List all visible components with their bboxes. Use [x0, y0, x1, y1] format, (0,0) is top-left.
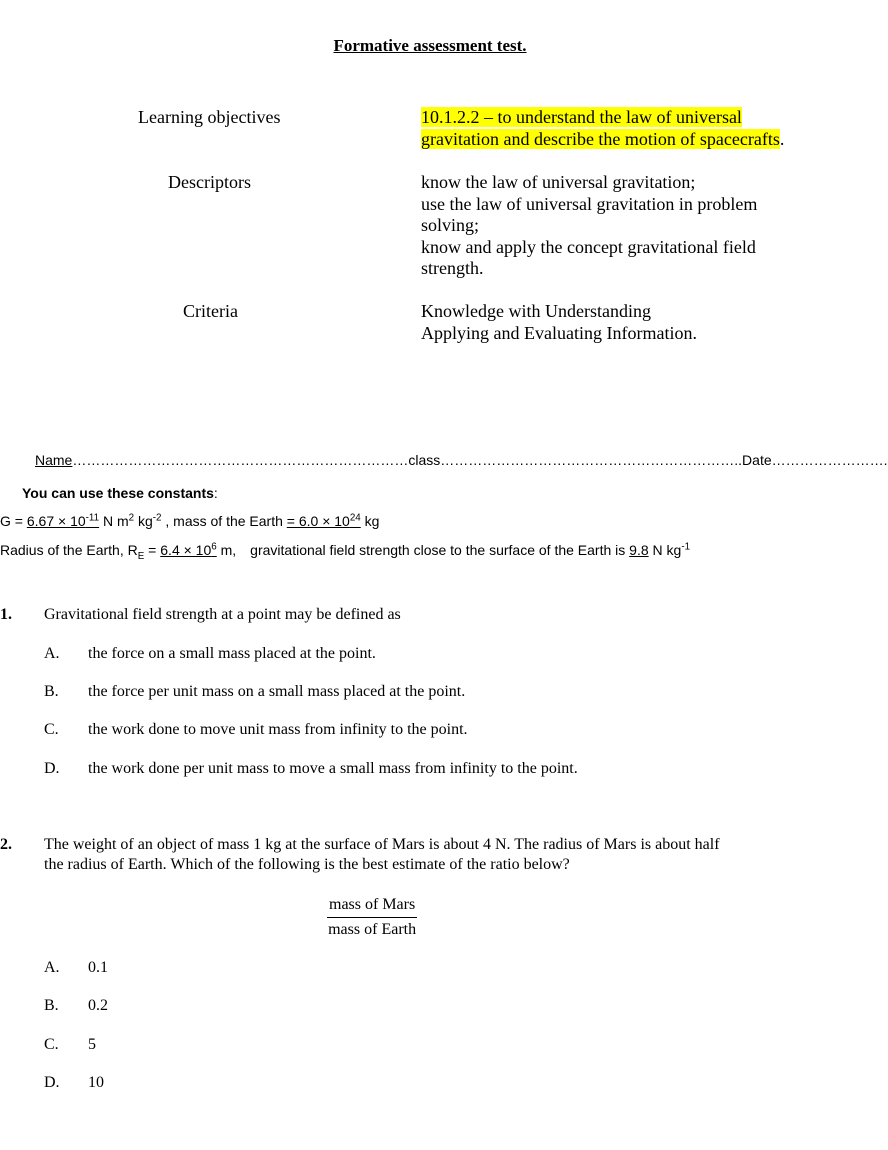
question-2-option-c[interactable]: 5 — [88, 1036, 96, 1053]
radius-mantissa: 6.4 × 10 — [160, 542, 212, 558]
question-2-option-d[interactable]: 10 — [88, 1074, 104, 1091]
descriptor-line: use the law of universal gravitation in problem — [421, 193, 758, 214]
question-1-option-c[interactable]: the work done to move unit mass from infinity to the point. — [88, 721, 468, 738]
gfs-exp: -1 — [681, 541, 691, 553]
g-separator: , mass of the Earth — [161, 513, 287, 529]
descriptor-line: know and apply the concept gravitational field — [421, 236, 756, 257]
question-1-option-d[interactable]: the work done per unit mass to move a small mass from infinity to the point. — [88, 760, 578, 777]
earth-mass-exp: 24 — [349, 512, 361, 524]
descriptors-label: Descriptors — [168, 172, 251, 192]
question-2-option-b[interactable]: 0.2 — [88, 997, 108, 1014]
learning-objective-line-1: 10.1.2.2 – to understand the law of universal — [421, 107, 742, 127]
descriptor-line: know the law of universal gravitation; — [421, 172, 696, 192]
class-field[interactable]: ……………………………………………………….. — [440, 452, 743, 468]
option-letter: A. — [44, 645, 60, 662]
gfs-value: 9.8 — [629, 542, 649, 558]
ratio-fraction — [327, 896, 417, 939]
question-1-number: 1. — [0, 606, 12, 623]
constants-line-1 — [0, 513, 379, 529]
constants-heading — [22, 485, 218, 501]
earth-mass-value — [287, 513, 361, 529]
option-letter: D. — [44, 760, 60, 777]
question-2-number: 2. — [0, 836, 12, 853]
criteria-label: Criteria — [183, 301, 238, 321]
earth-mass-mantissa: = 6.0 × 10 — [286, 513, 350, 529]
option-letter: C. — [44, 721, 59, 738]
g-unit-2: kg — [134, 513, 153, 529]
constants-line-2 — [0, 541, 691, 562]
question-1-option-b[interactable]: the force per unit mass on a small mass placed at the point. — [88, 683, 466, 700]
question-1-option-a[interactable]: the force on a small mass placed at the point. — [88, 645, 376, 662]
g-unit-1: N m — [99, 513, 129, 529]
radius-unit: m, — [216, 542, 237, 558]
radius-equals: = — [144, 542, 161, 558]
g-value — [27, 513, 99, 529]
learning-objectives-label: Learning objectives — [138, 107, 281, 127]
option-letter: A. — [44, 959, 60, 976]
g-mantissa: 6.67 × 10 — [26, 513, 86, 529]
question-2-text-line-2: the radius of Earth. Which of the following is the best estimate of the ratio below? — [44, 856, 570, 873]
radius-prefix: Radius of the Earth, R — [0, 542, 138, 558]
descriptors-list — [421, 172, 757, 280]
earth-mass-unit: kg — [360, 513, 380, 529]
descriptor-line: solving; — [421, 215, 480, 235]
student-info-line — [35, 452, 888, 468]
learning-objective-line-2: gravitation and describe the motion of spacecrafts — [421, 128, 780, 149]
learning-objectives-value — [421, 107, 784, 150]
class-label: class — [408, 452, 441, 468]
radius-value — [160, 542, 216, 558]
learning-objective-period: . — [779, 128, 785, 149]
descriptor-line: strength. — [421, 258, 484, 278]
radius-exp: 6 — [211, 541, 217, 553]
gfs-unit: N kg — [648, 542, 682, 558]
criteria-line: Knowledge with Understanding — [421, 301, 651, 321]
option-letter: D. — [44, 1074, 60, 1091]
g-unit-2-exp: -2 — [152, 512, 162, 524]
criteria-list — [421, 301, 697, 344]
question-1-text: Gravitational field strength at a point may be defined as — [44, 606, 401, 623]
constants-heading-colon: : — [213, 485, 218, 501]
gfs-text: gravitational field strength close to the surface of the Earth is — [250, 542, 630, 558]
fraction-denominator: mass of Earth — [328, 921, 417, 938]
question-2-text-line-1: The weight of an object of mass 1 kg at the surface of Mars is about 4 N. The radius of Mars is about half — [44, 836, 720, 853]
g-exponent: -11 — [85, 512, 100, 524]
page-title: Formative assessment test. — [333, 36, 527, 55]
option-letter: B. — [44, 683, 59, 700]
question-2-option-a[interactable]: 0.1 — [88, 959, 108, 976]
radius-subscript: E — [137, 550, 145, 562]
date-field[interactable]: ……………………. — [771, 452, 888, 468]
g-unit-1-exp: 2 — [128, 512, 135, 524]
name-field[interactable]: ……………………………………………………………… — [72, 452, 409, 468]
criteria-line: Applying and Evaluating Information. — [421, 322, 697, 343]
g-prefix: G = — [0, 513, 27, 529]
option-letter: B. — [44, 997, 59, 1014]
date-label: Date — [742, 452, 772, 468]
name-label: Name — [35, 452, 73, 468]
option-letter: C. — [44, 1036, 59, 1053]
constants-heading-text: You can use these constants — [22, 485, 214, 501]
fraction-numerator: mass of Mars — [327, 896, 417, 918]
